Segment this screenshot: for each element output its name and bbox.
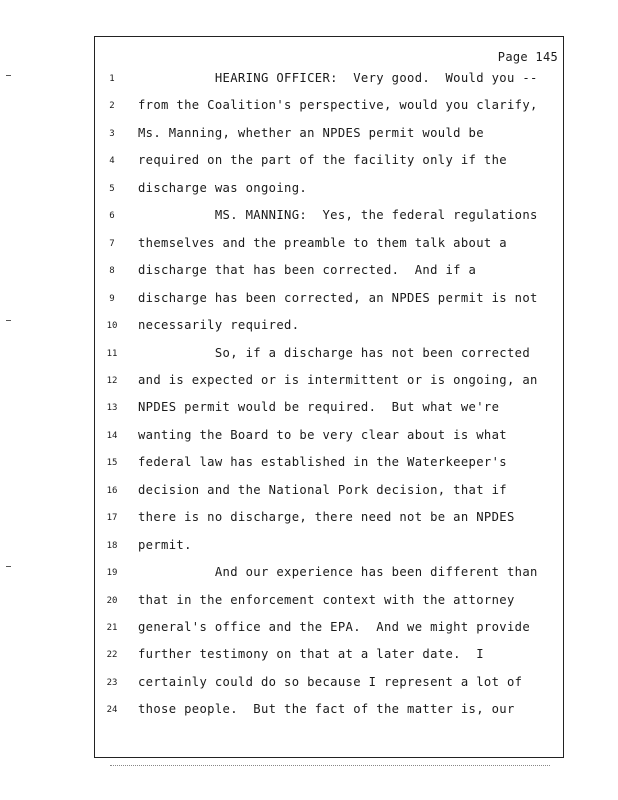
- line-text: decision and the National Pork decision, that if: [138, 482, 507, 497]
- line-text: necessarily required.: [138, 318, 300, 333]
- line-number: 15: [106, 458, 118, 469]
- line-text: from the Coalition's perspective, would you clarify,: [138, 98, 538, 113]
- transcript-line: [0, 675, 618, 695]
- transcript-line: [0, 702, 618, 722]
- line-number: 14: [106, 430, 118, 441]
- line-text: and is expected or is intermittent or is ongoing, an: [138, 372, 538, 387]
- line-number: 4: [109, 156, 115, 167]
- margin-mark: [6, 75, 11, 76]
- line-text: HEARING OFFICER: Very good. Would you --: [138, 71, 538, 85]
- transcript-line: [0, 400, 618, 420]
- transcript-line: [0, 318, 618, 338]
- line-number: 3: [109, 128, 115, 139]
- margin-mark: [6, 320, 11, 321]
- line-number: 21: [106, 623, 118, 633]
- line-text: discharge was ongoing.: [138, 180, 308, 195]
- transcript-line: [0, 126, 618, 146]
- transcript-line: [0, 181, 618, 201]
- line-text: general's office and the EPA. And we might provide: [138, 620, 531, 634]
- transcript-line: [0, 153, 618, 173]
- transcript-line: [0, 565, 618, 585]
- line-number: 8: [109, 266, 115, 277]
- line-number: 24: [106, 705, 118, 716]
- line-number: 2: [109, 101, 115, 112]
- transcript-line: [0, 236, 618, 256]
- transcript-line: [0, 483, 618, 503]
- line-text: certainly could do so because I represent a lot of: [138, 674, 523, 689]
- line-number: 19: [106, 568, 118, 579]
- line-text: discharge that has been corrected. And if a: [138, 263, 477, 278]
- line-text: federal law has established in the Waterkeeper's: [138, 455, 507, 470]
- transcript-line: [0, 346, 618, 366]
- line-number: 22: [106, 650, 118, 661]
- line-text: NPDES permit would be required. But what we're: [138, 400, 500, 415]
- line-number: 13: [106, 403, 118, 414]
- transcript-line: [0, 455, 618, 475]
- line-text: required on the part of the facility only if the: [138, 153, 507, 168]
- line-number: 7: [109, 238, 115, 249]
- line-text: And our experience has been different than: [138, 565, 538, 580]
- line-text: that in the enforcement context with the attorney: [138, 592, 515, 607]
- line-number: 5: [109, 183, 115, 194]
- line-text: discharge has been corrected, an NPDES permit is not: [138, 290, 538, 305]
- line-number: 6: [109, 211, 115, 222]
- transcript-line: [0, 647, 618, 667]
- line-number: 9: [109, 293, 115, 304]
- transcript-line: [0, 593, 618, 613]
- line-number: 23: [106, 677, 118, 688]
- line-number: 11: [106, 348, 118, 359]
- line-text: Ms. Manning, whether an NPDES permit would be: [138, 125, 484, 140]
- line-text: MS. MANNING: Yes, the federal regulations: [138, 208, 538, 223]
- bottom-scan-noise: [110, 765, 550, 767]
- line-text: there is no discharge, there need not be an NPDES: [138, 510, 515, 525]
- line-text: So, if a discharge has not been corrected: [138, 345, 531, 360]
- transcript-line: [0, 620, 618, 640]
- line-number: 12: [106, 375, 118, 386]
- line-text: wanting the Board to be very clear about is what: [138, 427, 507, 442]
- transcript-line: [0, 538, 618, 558]
- transcript-line: [0, 428, 618, 448]
- transcript-line: [0, 510, 618, 530]
- line-number: 20: [106, 595, 118, 606]
- transcript-line: [0, 291, 618, 311]
- line-text: permit.: [138, 537, 192, 552]
- line-number: 16: [106, 485, 118, 496]
- transcript-line: [0, 263, 618, 283]
- line-number: 1: [109, 74, 115, 84]
- transcript-line: [0, 71, 618, 91]
- page-number: Page 145: [497, 50, 558, 64]
- line-number: 18: [106, 540, 118, 551]
- line-text: further testimony on that at a later date. I: [138, 647, 484, 662]
- line-text: those people. But the fact of the matter is, our: [138, 702, 515, 717]
- line-text: themselves and the preamble to them talk about a: [138, 235, 507, 250]
- margin-mark: [6, 566, 11, 567]
- transcript-line: [0, 98, 618, 118]
- line-number: 17: [106, 513, 118, 524]
- transcript-line: [0, 208, 618, 228]
- transcript-line: [0, 373, 618, 393]
- line-number: 10: [106, 321, 118, 332]
